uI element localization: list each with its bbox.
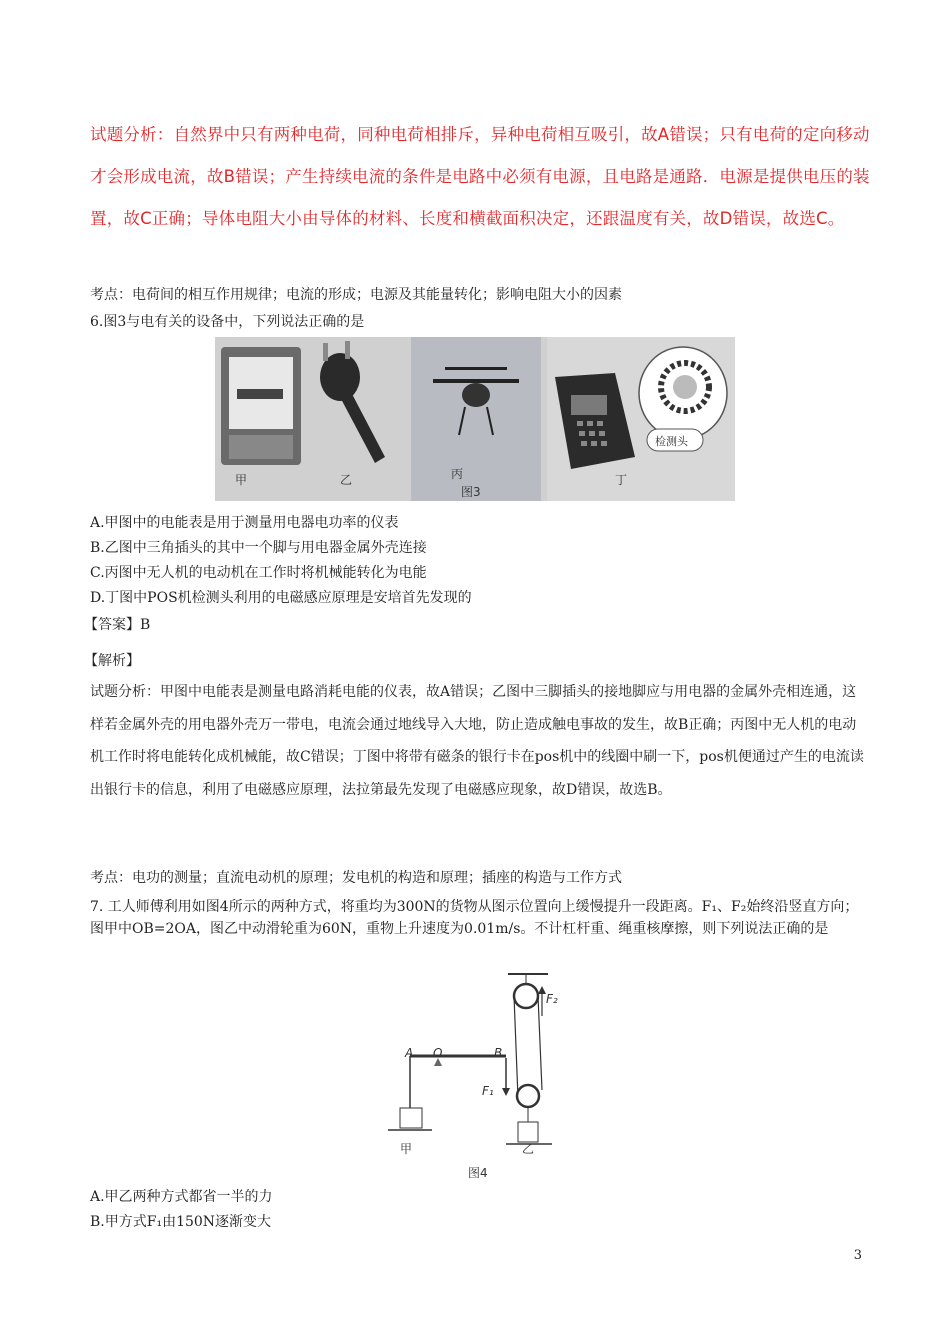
fig4-label-yi: 乙 — [522, 1142, 535, 1156]
page-number: 3 — [853, 1248, 862, 1263]
kaodian-1: 考点：电荷间的相互作用规律；电流的形成；电源及其能量转化；影响电阻大小的因素 — [90, 287, 622, 303]
q7-option-b: B.甲方式F₁由150N逐渐变大 — [90, 1214, 272, 1230]
q6-option-c: C.丙图中无人机的电动机在工作时将机械能转化为电能 — [90, 565, 427, 581]
q7-option-a: A.甲乙两种方式都省一半的力 — [90, 1189, 273, 1205]
fig3-caption: 图3 — [461, 485, 481, 499]
q6-option-d: D.丁图中POS机检测头利用的电磁感应原理是安培首先发现的 — [90, 590, 472, 606]
q6-option-a: A.甲图中的电能表是用于测量用电器电功率的仪表 — [90, 515, 399, 531]
fig4-label-b: B — [494, 1046, 503, 1060]
fig4-label-a: A — [405, 1046, 414, 1060]
question-7-stem: 7. 工人师傅利用如图4所示的两种方式，将重均为300N的货物从图示位置向上缓慢提升一段距离。F₁、F₂始终沿竖直方向；图甲中OB=2OA，图乙中动滑轮重为60N，重物上升速度为0.01m/s。不计杠杆重、绳重核摩擦，则下列说法正确的是 — [90, 899, 859, 937]
fig4-label-o: O — [433, 1046, 443, 1060]
fig3-label-bing: 丙 — [451, 467, 464, 481]
question-6-stem: 6.图3与电有关的设备中，下列说法正确的是 — [90, 314, 365, 330]
figure-3-photo — [215, 337, 735, 501]
fig3-label-ding: 丁 — [615, 473, 628, 487]
fig4-caption: 图4 — [468, 1166, 488, 1180]
figure-3-illustration — [215, 337, 735, 501]
fig4-label-f1: F₁ — [482, 1084, 494, 1098]
fig3-label-jia: 甲 — [235, 473, 248, 487]
detector-label: 检测头 — [655, 435, 688, 448]
analysis-red-paragraph: 试题分析：自然界中只有两种电荷，同种电荷相排斥，异种电荷相互吸引，故A错误；只有电荷的定向移动才会形成电流，故B错误；产生持续电流的条件是电路中必须有电源，且电路是通路．电源是提供电压的装置，故C正确；导体电阻大小由导体的材料、长度和横截面积决定，还跟温度有关，故D错误，故选C。 — [90, 125, 870, 228]
q6-analysis: 试题分析：甲图中电能表是测量电路消耗电能的仪表，故A错误；乙图中三脚插头的接地脚应与用电器的金属外壳相连通，这样若金属外壳的用电器外壳万一带电，电流会通过地线导入大地，防止造成触电事故的发生，故B正确；丙图中无人机的电动机工作时将电能转化成机械能，故C错误；丁图中将带有磁条的银行卡在pos机中的线圈中刷一下，pos机便通过产生的电流读出银行卡的信息，利用了电磁感应原理，法拉第最先发现了电磁感应现象，故D错误，故选B。 — [90, 684, 864, 798]
fig4-label-jia: 甲 — [400, 1142, 413, 1156]
fig4-label-f2: F₂ — [546, 992, 558, 1006]
q6-jiexi: 【解析】 — [84, 653, 140, 669]
q6-option-b: B.乙图中三角插头的其中一个脚与用电器金属外壳连接 — [90, 540, 427, 556]
fig3-label-yi: 乙 — [340, 473, 353, 487]
q6-answer: 【答案】B — [84, 617, 151, 633]
kaodian-2: 考点：电功的测量；直流电动机的原理；发电机的构造和原理；插座的构造与工作方式 — [90, 870, 622, 886]
